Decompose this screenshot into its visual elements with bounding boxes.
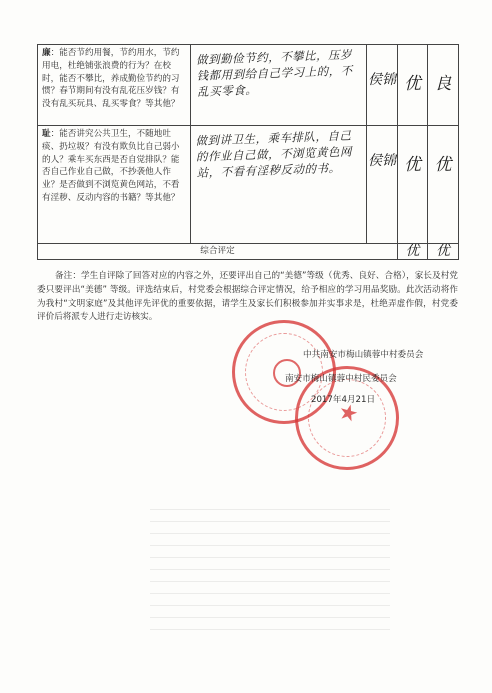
parent-grade: 优 xyxy=(404,74,421,94)
summary-label: 综合评定 xyxy=(200,246,235,256)
virtue-head: 廉 xyxy=(42,48,51,58)
student-signature-cell xyxy=(367,126,398,244)
reverse-side-bleed-through xyxy=(150,500,390,630)
star-icon: ★ xyxy=(335,399,361,429)
issue-date: 2017年4月21日 xyxy=(311,395,376,405)
evaluation-table xyxy=(37,44,459,260)
committee-grade-cell xyxy=(428,126,459,244)
summary-parent-cell xyxy=(398,244,428,260)
party-committee-name: 中共南安市梅山镇蓉中村委员会 xyxy=(303,350,424,360)
committee-grade: 优 xyxy=(434,155,452,175)
parent-grade-cell xyxy=(398,126,428,244)
table-row-lian xyxy=(38,45,459,126)
village-committee-name: 南安市梅山镇蓉中村民委员会 xyxy=(285,374,397,384)
student-signature: 侯锦 xyxy=(368,72,396,88)
summary-label-cell xyxy=(38,244,398,260)
student-signature: 侯锦 xyxy=(368,153,396,169)
parent-grade-cell xyxy=(398,45,428,126)
virtue-head: 耻 xyxy=(42,129,51,139)
summary-parent-grade: 优 xyxy=(405,244,420,258)
student-signature-cell xyxy=(367,45,398,126)
student-response-cell xyxy=(191,126,367,244)
handwritten-response: 做到讲卫生，乘车排队，自己的作业自己做，不浏览黄色网站，不看有淫秽反动的书。 xyxy=(195,128,353,180)
summary-committee-grade: 优 xyxy=(436,244,450,258)
question-cell xyxy=(38,45,191,126)
question-text: 耻：能否讲究公共卫生，不随地吐痰、扔垃圾？有没有欺负比自己弱小的人？乘车买东西是否自觉排队？能否自己作业自己做，不抄袭他人作业？是否做到不浏览黄色网站，不看有淫秽、反动内容的书籍？等其他？ xyxy=(42,129,180,203)
student-response-cell xyxy=(191,45,367,126)
summary-committee-cell xyxy=(428,244,459,260)
parent-grade: 优 xyxy=(404,155,421,175)
committee-grade: 良 xyxy=(434,74,452,94)
remarks-paragraph: 备注：学生自评除了回答对应的内容之外，还要评出自己的“美德”等级（优秀、良好、合格），家长及村党委只要评出“美德” 等级。评选结束后，村党委会根据综合评定情况，给予相应的学习用品奖励。此次活动将作为我村“文明家庭”及其他评先评优的重要依据，请学生及家长们积极参加并实事求是，杜绝弄虚作假，村党委评价后将派专人进行走访核实。 xyxy=(37,271,458,323)
table-row-chi xyxy=(38,126,459,244)
question-cell xyxy=(38,126,191,244)
handwritten-response: 做到勤俭节约，不攀比，压岁钱都用到给自己学习上的，不乱买零食。 xyxy=(195,47,353,99)
question-text: 廉：能否节约用餐，节约用水，节约用电，杜绝铺张浪费的行为？在校时，能否不攀比，养成勤俭节约的习惯？春节期间有没有乱花压岁钱？有没有乱买玩具、乱买零食？等其他？ xyxy=(42,48,180,110)
table-row-summary xyxy=(38,244,459,260)
committee-grade-cell xyxy=(428,45,459,126)
